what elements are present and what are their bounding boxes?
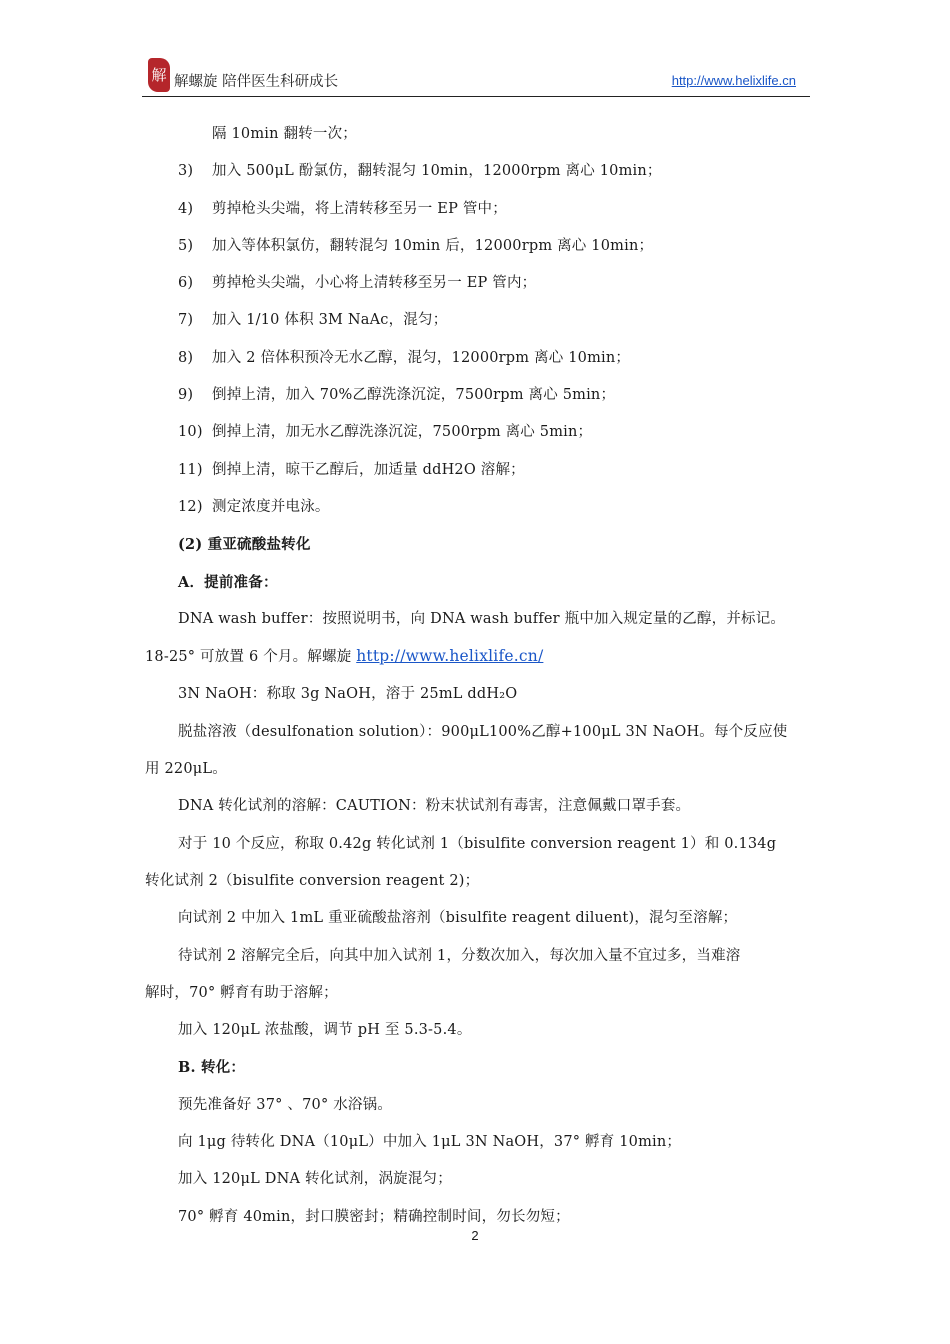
- paragraph: 加入 120μL DNA 转化试剂，涡旋混匀；: [178, 1171, 452, 1188]
- paragraph: 3N NaOH：称取 3g NaOH，溶于 25mL ddH₂O: [178, 686, 518, 703]
- paragraph: 待试剂 2 溶解完全后，向其中加入试剂 1，分数次加入，每次加入量不宜过多，当难溶: [178, 947, 741, 964]
- document-body: [145, 116, 810, 1236]
- paragraph-continuation: 用 220μL。: [145, 761, 227, 778]
- brand-name: 解螺旋 陪伴医生科研成长: [174, 74, 339, 90]
- paragraph-continuation: 解时，70° 孵育有助于溶解；: [145, 984, 338, 1001]
- step-5: [145, 228, 810, 265]
- step-number: 5): [178, 237, 194, 254]
- step-number: 3): [178, 163, 194, 180]
- step-4: [145, 191, 810, 228]
- step-number: 9): [178, 387, 194, 404]
- step-6: [145, 265, 810, 302]
- step-number: 11): [178, 461, 203, 478]
- subsection-heading-b: B. 转化：: [178, 1059, 246, 1077]
- paragraph: 预先准备好 37° 、70° 水浴锅。: [178, 1096, 393, 1113]
- step-number: 6): [178, 275, 194, 292]
- helixlife-link[interactable]: http://www.helixlife.cn/: [356, 647, 544, 666]
- step-text: 加入 2 倍体积预冷无水乙醇，混匀，12000rpm 离心 10min；: [212, 349, 631, 366]
- page-header: [142, 56, 810, 97]
- paragraph: 向 1μg 待转化 DNA（10μL）中加入 1μL 3N NaOH，37° 孵育 10min；: [178, 1134, 682, 1151]
- step-12: [145, 489, 810, 526]
- step-11: [145, 452, 810, 489]
- paragraph: 向试剂 2 中加入 1mL 重亚硫酸盐溶剂（bisulfite reagent diluent)，混匀至溶解；: [178, 910, 738, 927]
- paragraph: 对于 10 个反应，称取 0.42g 转化试剂 1（bisulfite conversion reagent 1）和 0.134g: [178, 835, 777, 852]
- step-text: 剪掉枪头尖端，小心将上清转移至另一 EP 管内；: [212, 275, 537, 292]
- step-continuation: 隔 10min 翻转一次；: [212, 126, 357, 142]
- step-text: 加入 500μL 酚氯仿，翻转混匀 10min，12000rpm 离心 10min；: [212, 163, 662, 180]
- step-number: 7): [178, 312, 194, 329]
- step-number: 4): [178, 200, 194, 217]
- step-10: [145, 414, 810, 451]
- paragraph-continuation: [145, 638, 810, 676]
- step-text: 加入等体积氯仿，翻转混匀 10min 后，12000rpm 离心 10min；: [212, 237, 654, 254]
- step-number: 12): [178, 498, 203, 515]
- paragraph: DNA wash buffer：按照说明书，向 DNA wash buffer 瓶中加入规定量的乙醇，并标记。: [178, 610, 786, 627]
- step-text: 剪掉枪头尖端，将上清转移至另一 EP 管中；: [212, 200, 507, 217]
- logo-seal: 解: [148, 58, 170, 92]
- step-9: [145, 377, 810, 414]
- step-number: 10): [178, 424, 203, 441]
- subsection-heading-a: A．提前准备：: [178, 573, 278, 591]
- paragraph: 70° 孵育 40min，封口膜密封；精确控制时间，勿长勿短；: [178, 1208, 570, 1225]
- step-3: [145, 153, 810, 190]
- paragraph-text: 18-25° 可放置 6 个月。解螺旋: [145, 649, 357, 666]
- header-url-link[interactable]: http://www.helixlife.cn: [671, 73, 796, 88]
- step-text: 倒掉上清，加无水乙醇洗涤沉淀，7500rpm 离心 5min；: [212, 424, 593, 441]
- paragraph: 脱盐溶液（desulfonation solution）：900μL100%乙醇+100μL 3N NaOH。每个反应使: [178, 723, 788, 740]
- section-heading: (2) 重亚硫酸盐转化: [178, 536, 311, 554]
- step-text: 测定浓度并电泳。: [212, 498, 330, 515]
- page-number: 2: [471, 1228, 479, 1243]
- paragraph-continuation: 转化试剂 2（bisulfite conversion reagent 2)；: [145, 872, 480, 889]
- step-text: 倒掉上清，晾干乙醇后，加适量 ddH2O 溶解；: [212, 461, 525, 478]
- step-7: [145, 302, 810, 339]
- step-text: 加入 1/10 体积 3M NaAc，混匀；: [212, 312, 448, 329]
- step-8: [145, 340, 810, 377]
- paragraph: 加入 120μL 浓盐酸，调节 pH 至 5.3-5.4。: [178, 1022, 472, 1039]
- step-number: 8): [178, 349, 194, 366]
- step-text: 倒掉上清，加入 70%乙醇洗涤沉淀，7500rpm 离心 5min；: [212, 387, 616, 404]
- paragraph: DNA 转化试剂的溶解：CAUTION：粉末状试剂有毒害，注意佩戴口罩手套。: [178, 798, 691, 815]
